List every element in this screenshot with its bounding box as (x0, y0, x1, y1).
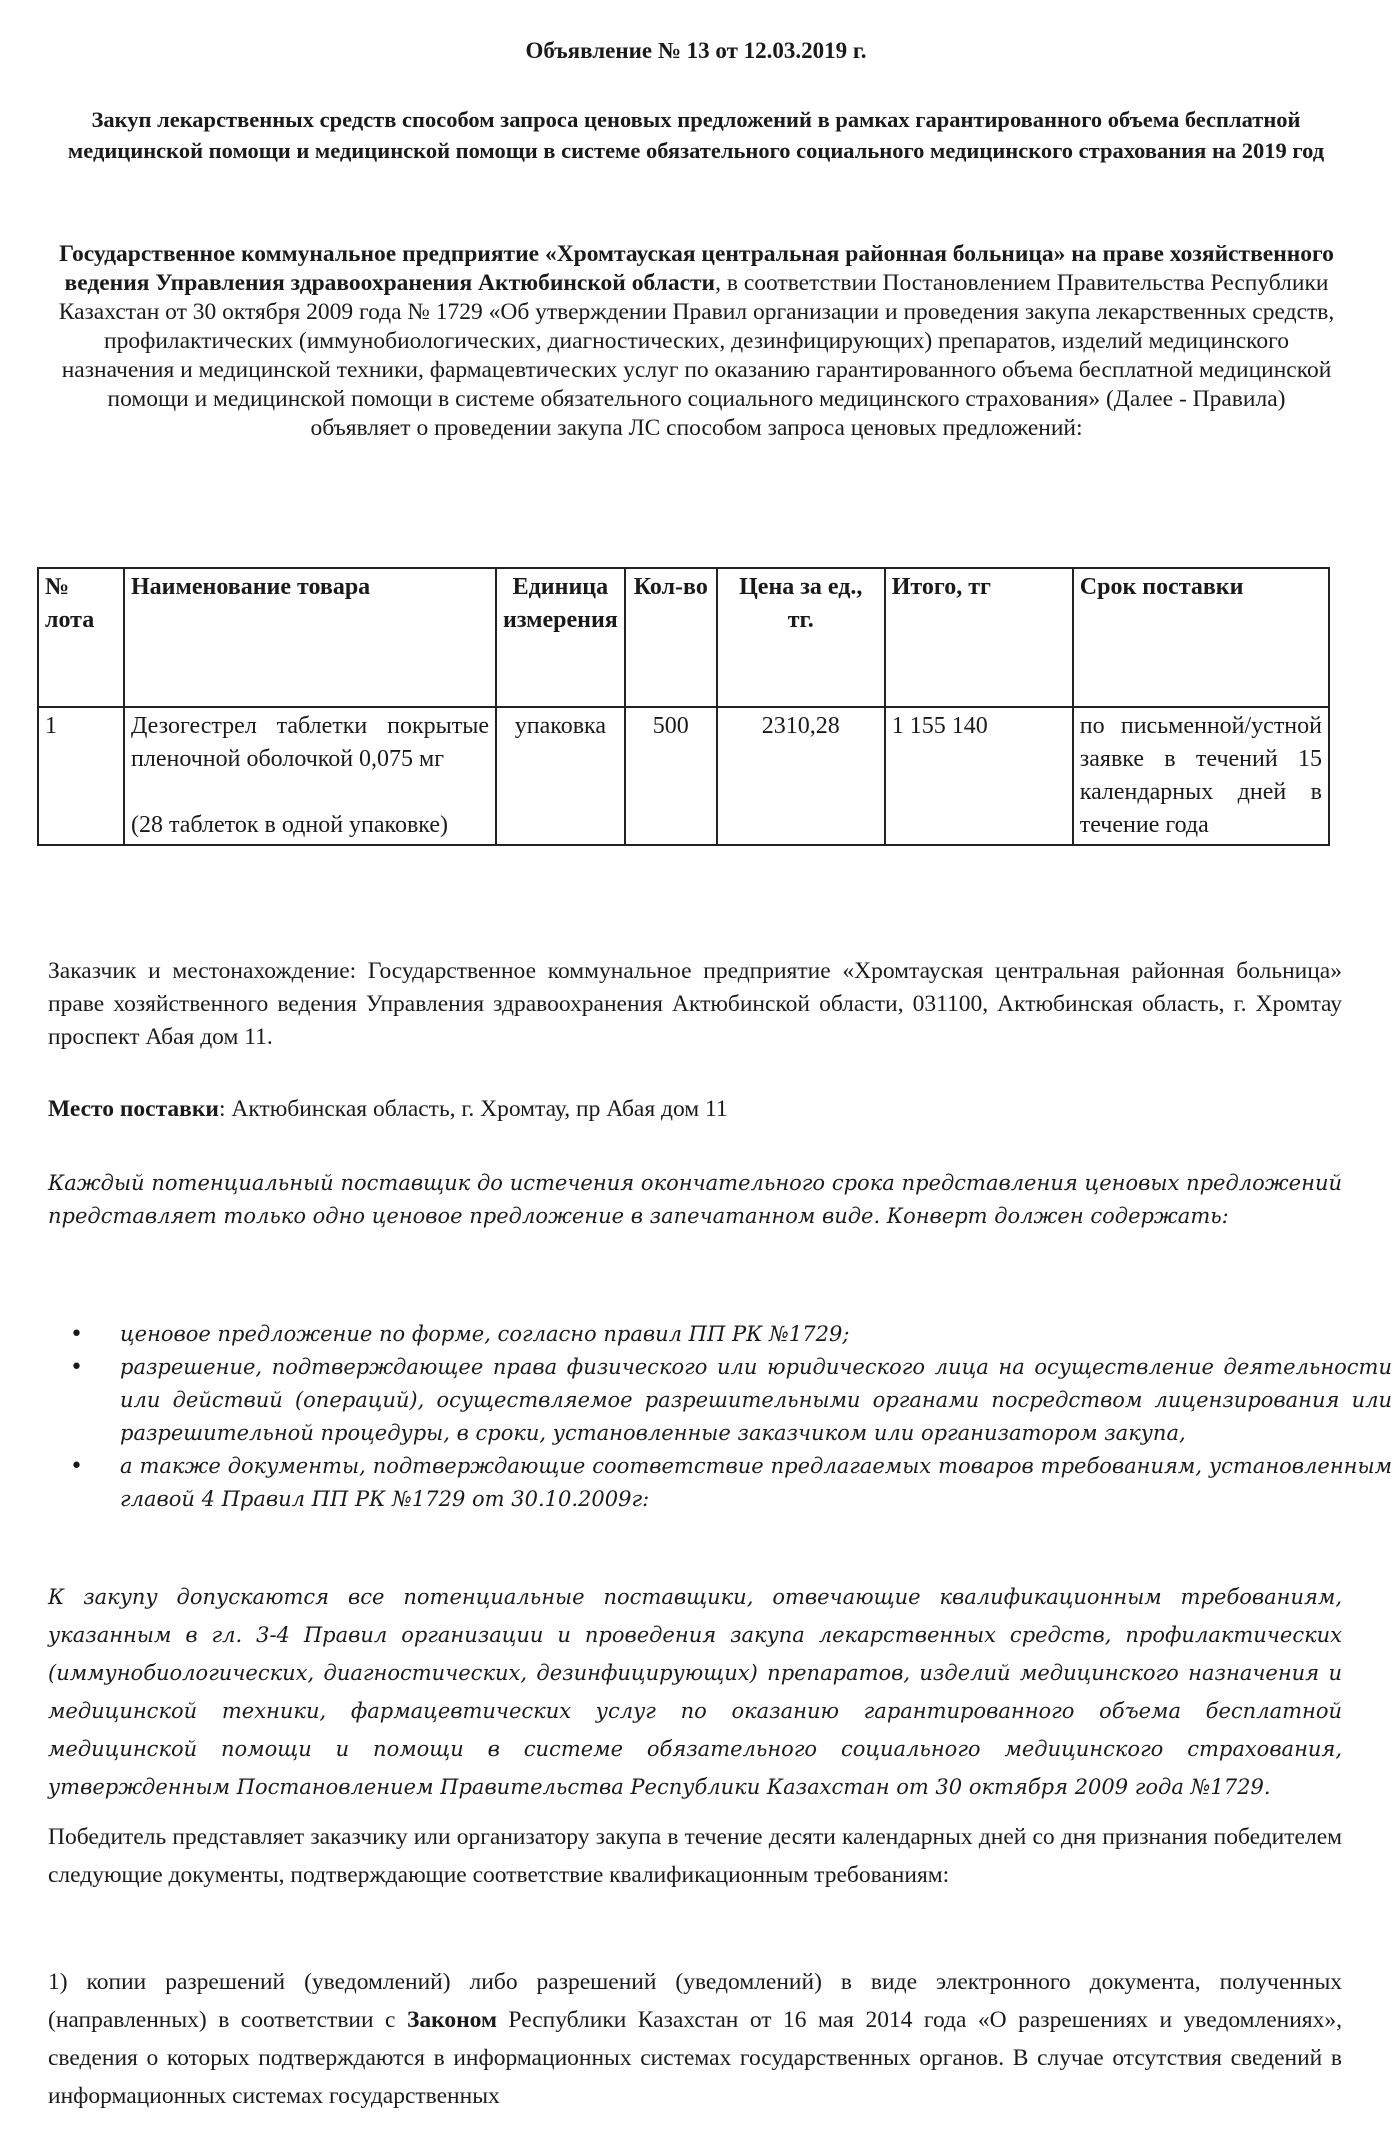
envelope-requirements-list (70, 1318, 1392, 1516)
cell-unit-price: 2310,28 (717, 707, 885, 845)
delivery-place-label: Место поставки (48, 1096, 219, 1122)
intro-paragraph (55, 240, 1338, 443)
cell-total: 1 155 140 (885, 707, 1073, 845)
header-unit-price: Цена за ед., тг. (717, 568, 885, 707)
table-row (38, 707, 1329, 845)
cell-product-name (124, 707, 496, 845)
admission-paragraph: К закупу допускаются все потенциальные поставщики, отвечающие квалификационным требованиям, указанным в гл. 3-4 Правил организации и проведения закупа лекарственных средств, профилактических (иммунобиологических, диагностических, дезинфицирующих) препаратов, изделий медицинского назначения и медицинской техники, фармацевтических услуг по оказанию гарантированного объема бесплатной медицинской помощи и помощи в системе обязательного социального медицинского страхования, утвержденным Постановлением Правительства Республики Казахстан от 30 октября 2009 года №1729. (48, 1585, 1342, 1799)
document-title: Объявление № 13 от 12.03.2019 г. (525, 38, 867, 63)
envelope-paragraph: Каждый потенциальный поставщик до истечения окончательного срока представления ценовых предложений представляет только одно ценовое предложение в запечатанном виде. Конверт должен содержать: (48, 1171, 1342, 1228)
cell-lot-number: 1 (38, 707, 124, 845)
header-lot-number: № лота (38, 568, 124, 707)
header-product-name: Наименование товара (124, 568, 496, 707)
list-item: • разрешение, подтверждающее права физического или юридического лица на осуществление деятельности или действий (операций), осуществляемое разрешительными органами посредством лицензирования или разрешительной процедуры, в сроки, установленные заказчиком или организатором закупа, (120, 1351, 1392, 1450)
header-delivery-term: Срок поставки (1073, 568, 1329, 707)
product-pack-note: (28 таблеток в одной упаковке) (131, 812, 449, 838)
header-total: Итого, тг (885, 568, 1073, 707)
cell-unit: упаковка (496, 707, 625, 845)
item1-text-after: Республики Казахстан от 16 мая 2014 года «О разрешениях и уведомлениях», сведения о которых подтверждаются в информационных системах государственных органов. В случае отсутствия сведений в информационных системах государственных (48, 2007, 1342, 2109)
lots-table (37, 567, 1330, 846)
header-quantity: Кол-во (625, 568, 717, 707)
intro-text: , в соответствии Постановлением Правительства Республики Казахстан от 30 октября 2009 года № 1729 «Об утверждении Правил организации и проведения закупа лекарственных средств, профилактических (иммунобиологических, диагностических, дезинфицирующих) препаратов, изделий медицинского назначения и медицинской техники, фармацевтических услуг по оказанию гарантированного объема бесплатной медицинской помощи и медицинской помощи в системе обязательного социального медицинского страхования» (Далее - Правила) объявляет о проведении закупа ЛС способом запроса ценовых предложений: (58, 270, 1335, 441)
header-unit: Единица измерения (496, 568, 625, 707)
delivery-place (48, 1093, 1342, 1126)
cell-quantity: 500 (625, 707, 717, 845)
delivery-place-value: : Актюбинская область, г. Хромтау, пр Абая дом 11 (218, 1096, 728, 1122)
customer-paragraph: Заказчик и местонахождение: Государственное коммунальное предприятие «Хромтауская центральная районная больница» праве хозяйственного ведения Управления здравоохранения Актюбинской области, 031100, Актюбинская область, г. Хромтау проспект Абая дом 11. (48, 958, 1342, 1050)
winner-paragraph: Победитель представляет заказчику или организатору закупа в течение десяти календарных дней со дня признания победителем следующие документы, подтверждающие соответствие квалификационным требованиям: (48, 1824, 1342, 1888)
cell-delivery-term: по письменной/устной заявке в течений 15 календарных дней в течение года (1073, 707, 1329, 845)
law-reference: Законом (406, 2007, 497, 2033)
procurement-subject: Закуп лекарственных средств способом запроса ценовых предложений в рамках гарантированного объема бесплатной медицинской помощи и медицинской помощи в системе обязательного социального медицинского страхования на 2019 год (67, 107, 1325, 163)
list-item: • а также документы, подтверждающие соответствие предлагаемых товаров требованиям, установленным главой 4 Правил ПП РК №1729 от 30.10.2009г: (120, 1450, 1392, 1516)
list-item: • ценовое предложение по форме, согласно правил ПП РК №1729; (120, 1318, 1392, 1351)
product-name: Дезогестрел таблетки покрытые пленочной оболочкой 0,075 мг (131, 713, 489, 772)
table-header-row (38, 568, 1329, 707)
requirement-item-1 (48, 1963, 1342, 2115)
organizer-name: Государственное коммунальное предприятие «Хромтауская центральная районная больница» на праве хозяйственного ведения Управления здравоохранения Актюбинской области (59, 241, 1334, 296)
item1-text-before: 1) копии разрешений (уведомлений) либо разрешений (уведомлений) в виде электронного документа, полученных (направленных) в соответствии с (48, 1969, 1342, 2033)
